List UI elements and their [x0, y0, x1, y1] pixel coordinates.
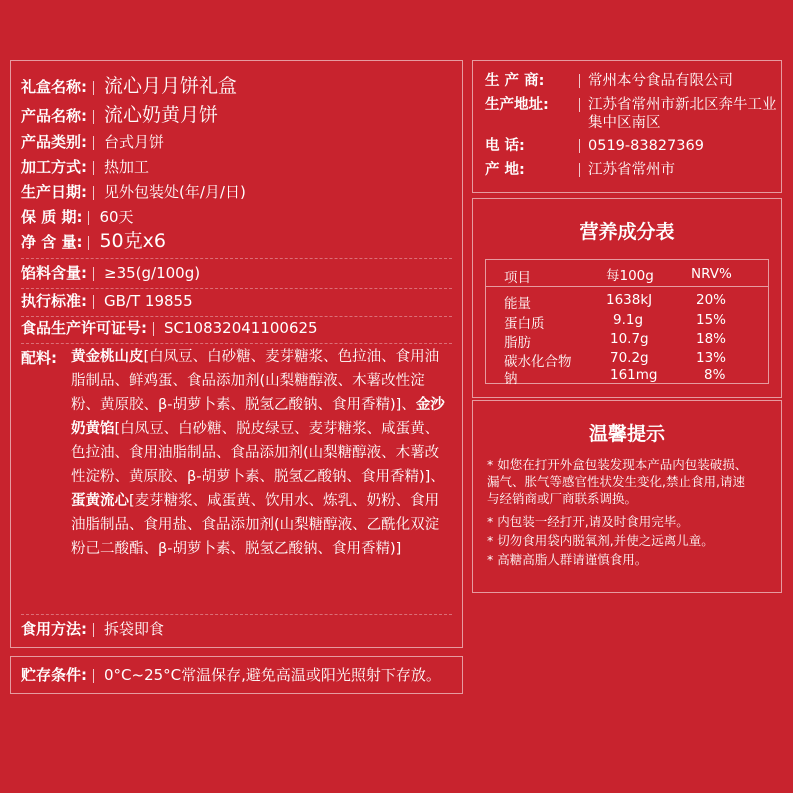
- divider: [93, 110, 94, 124]
- row-value: 流心月月饼礼盒: [104, 75, 238, 97]
- storage-row: [21, 665, 441, 685]
- tip-item: * 如您在打开外盒包装发现本产品内包装破损、漏气、胀气等感官性状发生变化,禁止食用,请速与经销商或厂商联系调换。: [487, 457, 748, 506]
- nutrient-value: 70.2g: [610, 350, 649, 366]
- row-value: [579, 95, 777, 115]
- row-value: ≥35(g/100g): [104, 264, 201, 282]
- nutrient-nrv: 13%: [696, 350, 727, 366]
- ingredient-group-text: [白凤豆、白砂糖、麦芽糖浆、色拉油、食用油脂制品、鲜鸡蛋、食品添加剂(山梨糖醇液、木薯改性淀粉、黄原胶、β-胡萝卜素、脱氢乙酸钠、食用香精)]、: [71, 349, 440, 413]
- row-value: 拆袋即食: [104, 620, 165, 638]
- ingredients-label: [21, 348, 57, 368]
- nutrient-name: 能量: [504, 296, 531, 312]
- divider: [88, 211, 89, 225]
- divider-line: [21, 614, 452, 615]
- value-text: 常州本兮食品有限公司: [588, 73, 733, 89]
- header-divider: [486, 286, 768, 287]
- row-label: 产品类别:: [21, 133, 87, 151]
- divider: [93, 161, 94, 175]
- value-text: 江苏省常州市: [588, 162, 675, 178]
- divider-line: [21, 258, 452, 259]
- row-value: 60天: [99, 208, 134, 226]
- divider: [93, 295, 94, 309]
- nutrient-nrv: 18%: [696, 331, 727, 347]
- divider: [579, 163, 580, 177]
- row-label: 生 产 商:: [485, 73, 545, 89]
- row-label: 食品生产许可证号:: [21, 319, 147, 337]
- row-value: 热加工: [104, 158, 150, 176]
- origin-row: [485, 160, 675, 180]
- nutrient-nrv: 8%: [704, 367, 726, 383]
- divider: [93, 81, 94, 95]
- row-label: 保 质 期:: [21, 208, 83, 226]
- tip-item: * 高糖高脂人群请谨慎食用。: [487, 552, 648, 567]
- tips-panel: [472, 400, 782, 593]
- value-text: 江苏省常州市新北区奔牛工业: [588, 97, 777, 113]
- row-value: [579, 136, 704, 156]
- nutrient-nrv: 15%: [696, 312, 727, 328]
- row-label: 执行标准:: [21, 292, 87, 310]
- row-value: [579, 71, 733, 91]
- tip-item: * 切勿食用袋内脱氧剂,并使之远离儿童。: [487, 533, 714, 548]
- divider: [579, 139, 580, 153]
- nutrient-value: 161mg: [610, 367, 658, 383]
- nutrient-name: 钠: [504, 371, 518, 387]
- row-value: 台式月饼: [104, 133, 165, 151]
- header-nrv: NRV%: [691, 266, 732, 282]
- row-label: 生产地址:: [485, 97, 549, 113]
- row-label: 礼盒名称:: [21, 78, 87, 96]
- row-value: SC10832041100625: [164, 319, 318, 337]
- row-label: 净 含 量:: [21, 233, 83, 251]
- row-label: 配料:: [21, 349, 57, 367]
- divider: [93, 623, 94, 637]
- address-row: [485, 95, 777, 115]
- header-item: 项目: [504, 270, 531, 286]
- row-label: 贮存条件:: [21, 666, 87, 684]
- divider: [93, 669, 94, 683]
- producer-row: [485, 71, 733, 91]
- producer-panel: [472, 60, 782, 193]
- divider: [93, 186, 94, 200]
- row-label: 产 地:: [485, 162, 525, 178]
- ingredient-group-name: 金沙奶黄馅: [71, 397, 445, 437]
- storage-panel: [10, 656, 463, 694]
- row-label: 馅料含量:: [21, 264, 87, 282]
- nutrient-nrv: 20%: [696, 292, 727, 308]
- product-info-panel: [10, 60, 463, 648]
- row-value: 0°C~25°C常温保存,避免高温或阳光照射下存放。: [104, 666, 441, 684]
- header-per100g: 每100g: [606, 268, 654, 284]
- ingredient-group-name: 蛋黄流心: [71, 493, 129, 509]
- row-value: 流心奶黄月饼: [104, 104, 219, 126]
- standard-row: [21, 291, 193, 311]
- row-label: 加工方式:: [21, 158, 87, 176]
- row-value: 50克x6: [99, 230, 166, 252]
- divider: [153, 322, 154, 336]
- row-label: 产品名称:: [21, 107, 87, 125]
- processing-row: [21, 157, 149, 177]
- ingredient-group-text: [白凤豆、白砂糖、脱皮绿豆、麦芽糖浆、咸蛋黄、色拉油、食用油脂制品、食品添加剂(山梨糖醇液、木薯改性淀粉、黄原胶、β-胡萝卜素、脱氢乙酸钠、食用香精)]、: [71, 421, 445, 485]
- shelf-life-row: [21, 207, 134, 227]
- divider: [579, 98, 580, 112]
- tips-title: 温馨提示: [588, 423, 665, 445]
- nutrient-value: 1638kJ: [606, 292, 653, 308]
- divider-line: [21, 316, 452, 317]
- net-content-row: [21, 231, 166, 252]
- divider: [88, 236, 89, 250]
- ingredient-group-name: 黄金桃山皮: [71, 349, 144, 365]
- nutrition-title: 营养成分表: [579, 221, 675, 243]
- row-value: 集中区南区: [588, 115, 661, 131]
- row-value: 见外包装处(年/月/日): [104, 183, 246, 201]
- divider-line: [21, 343, 452, 344]
- divider: [93, 267, 94, 281]
- category-row: [21, 132, 164, 152]
- phone-row: [485, 136, 704, 156]
- nutrient-name: 脂肪: [504, 335, 531, 351]
- divider: [579, 74, 580, 88]
- row-label: 生产日期:: [21, 183, 87, 201]
- row-value: [579, 160, 675, 180]
- row-label: 电 话:: [485, 138, 525, 154]
- filling-content-row: [21, 263, 200, 283]
- value-text: 0519-83827369: [588, 138, 704, 154]
- divider: [93, 136, 94, 150]
- nutrition-table: [485, 259, 769, 387]
- nutrient-name: 蛋白质: [504, 316, 545, 332]
- license-row: [21, 318, 318, 338]
- ingredients-text: [71, 345, 451, 561]
- product-name-row: [21, 105, 218, 126]
- ingredient-group-text: [麦芽糖浆、咸蛋黄、饮用水、炼乳、奶粉、食用油脂制品、食用盐、食品添加剂(山梨糖醇液、乙酰化双淀粉己二酸酯、β-胡萝卜素、脱氢乙酸钠、食用香精)]: [71, 493, 440, 557]
- nutrition-panel: [472, 198, 782, 398]
- divider-line: [21, 288, 452, 289]
- row-value: GB/T 19855: [104, 292, 193, 310]
- tip-item: * 内包装一经打开,请及时食用完毕。: [487, 514, 689, 529]
- row-label: 食用方法:: [21, 620, 87, 638]
- production-date-row: [21, 182, 246, 202]
- usage-row: [21, 619, 164, 639]
- gift-box-name-row: [21, 76, 237, 97]
- nutrient-value: 10.7g: [610, 331, 649, 347]
- nutrient-value: 9.1g: [613, 312, 644, 328]
- nutrient-name: 碳水化合物: [504, 354, 572, 370]
